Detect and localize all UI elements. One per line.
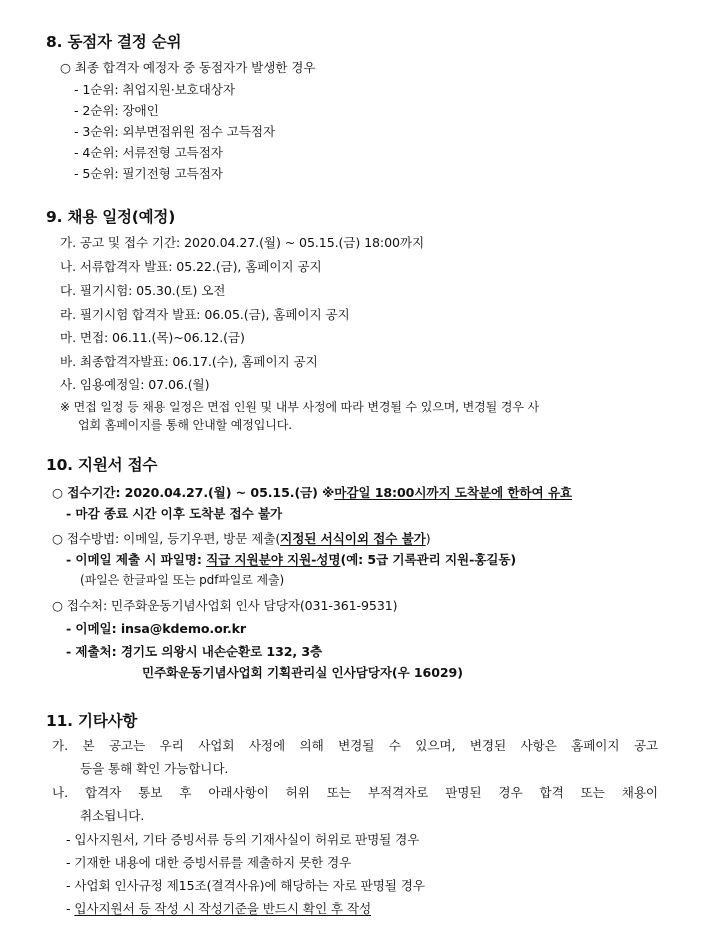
section-10-title: 10. 지원서 접수 <box>46 456 158 474</box>
bullet: ○ <box>52 485 68 500</box>
tie-rank-item: - 3순위: 외부면접위원 점수 고득점자 <box>74 124 276 139</box>
application-period <box>52 484 572 502</box>
section-8-intro: ○ 최종 합격자 예정자 중 동점자가 발생한 경우 <box>60 60 316 75</box>
filename-label: - 이메일 제출 시 파일명: <box>66 552 207 567</box>
email-line <box>66 620 246 638</box>
schedule-note-line-2: 업회 홈페이지를 통해 안내할 예정입니다. <box>78 418 292 432</box>
section-9-title: 9. 채용 일정(예정) <box>46 208 176 226</box>
method-text: ○ 접수방법: 이메일, 등기우편, 방문 제출( <box>52 531 281 546</box>
schedule-item: 가. 공고 및 접수 기간: 2020.04.27.(월) ~ 05.15.(금) 18:00까지 <box>60 235 425 250</box>
filename-example: (예: 5급 기록관리 지원-홍길동) <box>340 552 517 567</box>
section-8-title: 8. 동점자 결정 순위 <box>46 33 182 51</box>
email-filename-rule <box>66 551 516 569</box>
late-arrival-note: - 마감 종료 시간 이후 도착분 접수 불가 <box>66 506 283 521</box>
address-line-1 <box>66 643 322 661</box>
disqualification-item: - 입사지원서, 기타 증빙서류 등의 기재사실이 허위로 판명될 경우 <box>66 832 420 847</box>
schedule-item: 사. 임용예정일: 07.06.(월) <box>60 377 210 392</box>
other-item-b-line-2: 취소됩니다. <box>80 808 145 823</box>
deadline-note: 마감일 18:00시까지 도착분에 한하여 유효 <box>334 485 572 500</box>
email-label: - 이메일: <box>66 621 121 636</box>
address-street: 경기도 의왕시 내손순환로 132, 3층 <box>120 644 323 659</box>
other-item-a-line-1: 가. 본 공고는 우리 사업회 사정에 의해 변경될 수 있으며, 변경된 사항은 홈페이지 공고 <box>52 738 658 753</box>
writing-guideline <box>66 900 371 918</box>
schedule-item: 다. 필기시험: 05.30.(토) 오전 <box>60 283 226 298</box>
tie-rank-item: - 4순위: 서류전형 고득점자 <box>74 145 223 160</box>
application-method <box>52 530 431 548</box>
method-close: ) <box>425 531 431 546</box>
address-line-2: 민주화운동기념사업회 기획관리실 인사담당자(우 16029) <box>142 665 463 680</box>
guideline-dash: - <box>66 901 75 916</box>
recipient: ○ 접수처: 민주화운동기념사업회 인사 담당자(031-361-9531) <box>52 598 398 613</box>
disqualification-item: - 사업회 인사규정 제15조(결격사유)에 해당하는 자로 판명될 경우 <box>66 878 425 893</box>
section-11-title: 11. 기타사항 <box>46 712 138 730</box>
schedule-item: 마. 면접: 06.11.(목)~06.12.(금) <box>60 330 245 345</box>
other-item-b-line-1: 나. 합격자 통보 후 아래사항이 허위 또는 부적격자로 판명된 경우 합격 또는 채용이 <box>52 785 658 800</box>
tie-rank-item: - 1순위: 취업지원·보호대상자 <box>74 82 235 97</box>
file-format-note: (파일은 한글파일 또는 pdf파일로 제출) <box>80 573 285 587</box>
schedule-item: 라. 필기시험 합격자 발표: 06.05.(금), 홈페이지 공지 <box>60 307 350 322</box>
guideline-text: 입사지원서 등 작성 시 작성기준을 반드시 확인 후 작성 <box>74 901 372 916</box>
disqualification-item: - 기재한 내용에 대한 증빙서류를 제출하지 못한 경우 <box>66 855 352 870</box>
tie-rank-item: - 2순위: 장애인 <box>74 103 159 118</box>
email-address: insa@kdemo.or.kr <box>120 621 247 636</box>
schedule-item: 바. 최종합격자발표: 06.17.(수), 홈페이지 공지 <box>60 354 318 369</box>
tie-rank-item: - 5순위: 필기전형 고득점자 <box>74 166 223 181</box>
address-label: - 제출처: <box>66 644 121 659</box>
other-item-a-line-2: 등을 통해 확인 가능합니다. <box>80 761 229 776</box>
filename-format: 직급 지원분야 지원-성명 <box>206 552 341 567</box>
form-restriction: 지정된 서식이외 접수 불가 <box>280 531 426 546</box>
schedule-item: 나. 서류합격자 발표: 05.22.(금), 홈페이지 공지 <box>60 259 322 274</box>
period-label: 접수기간: 2020.04.27.(월) ~ 05.15.(금) ※ <box>67 485 335 500</box>
schedule-note-line-1: ※ 면접 일정 등 채용 일정은 면접 인원 및 내부 사정에 따라 변경될 수 있으며, 변경될 경우 사 <box>60 400 540 414</box>
